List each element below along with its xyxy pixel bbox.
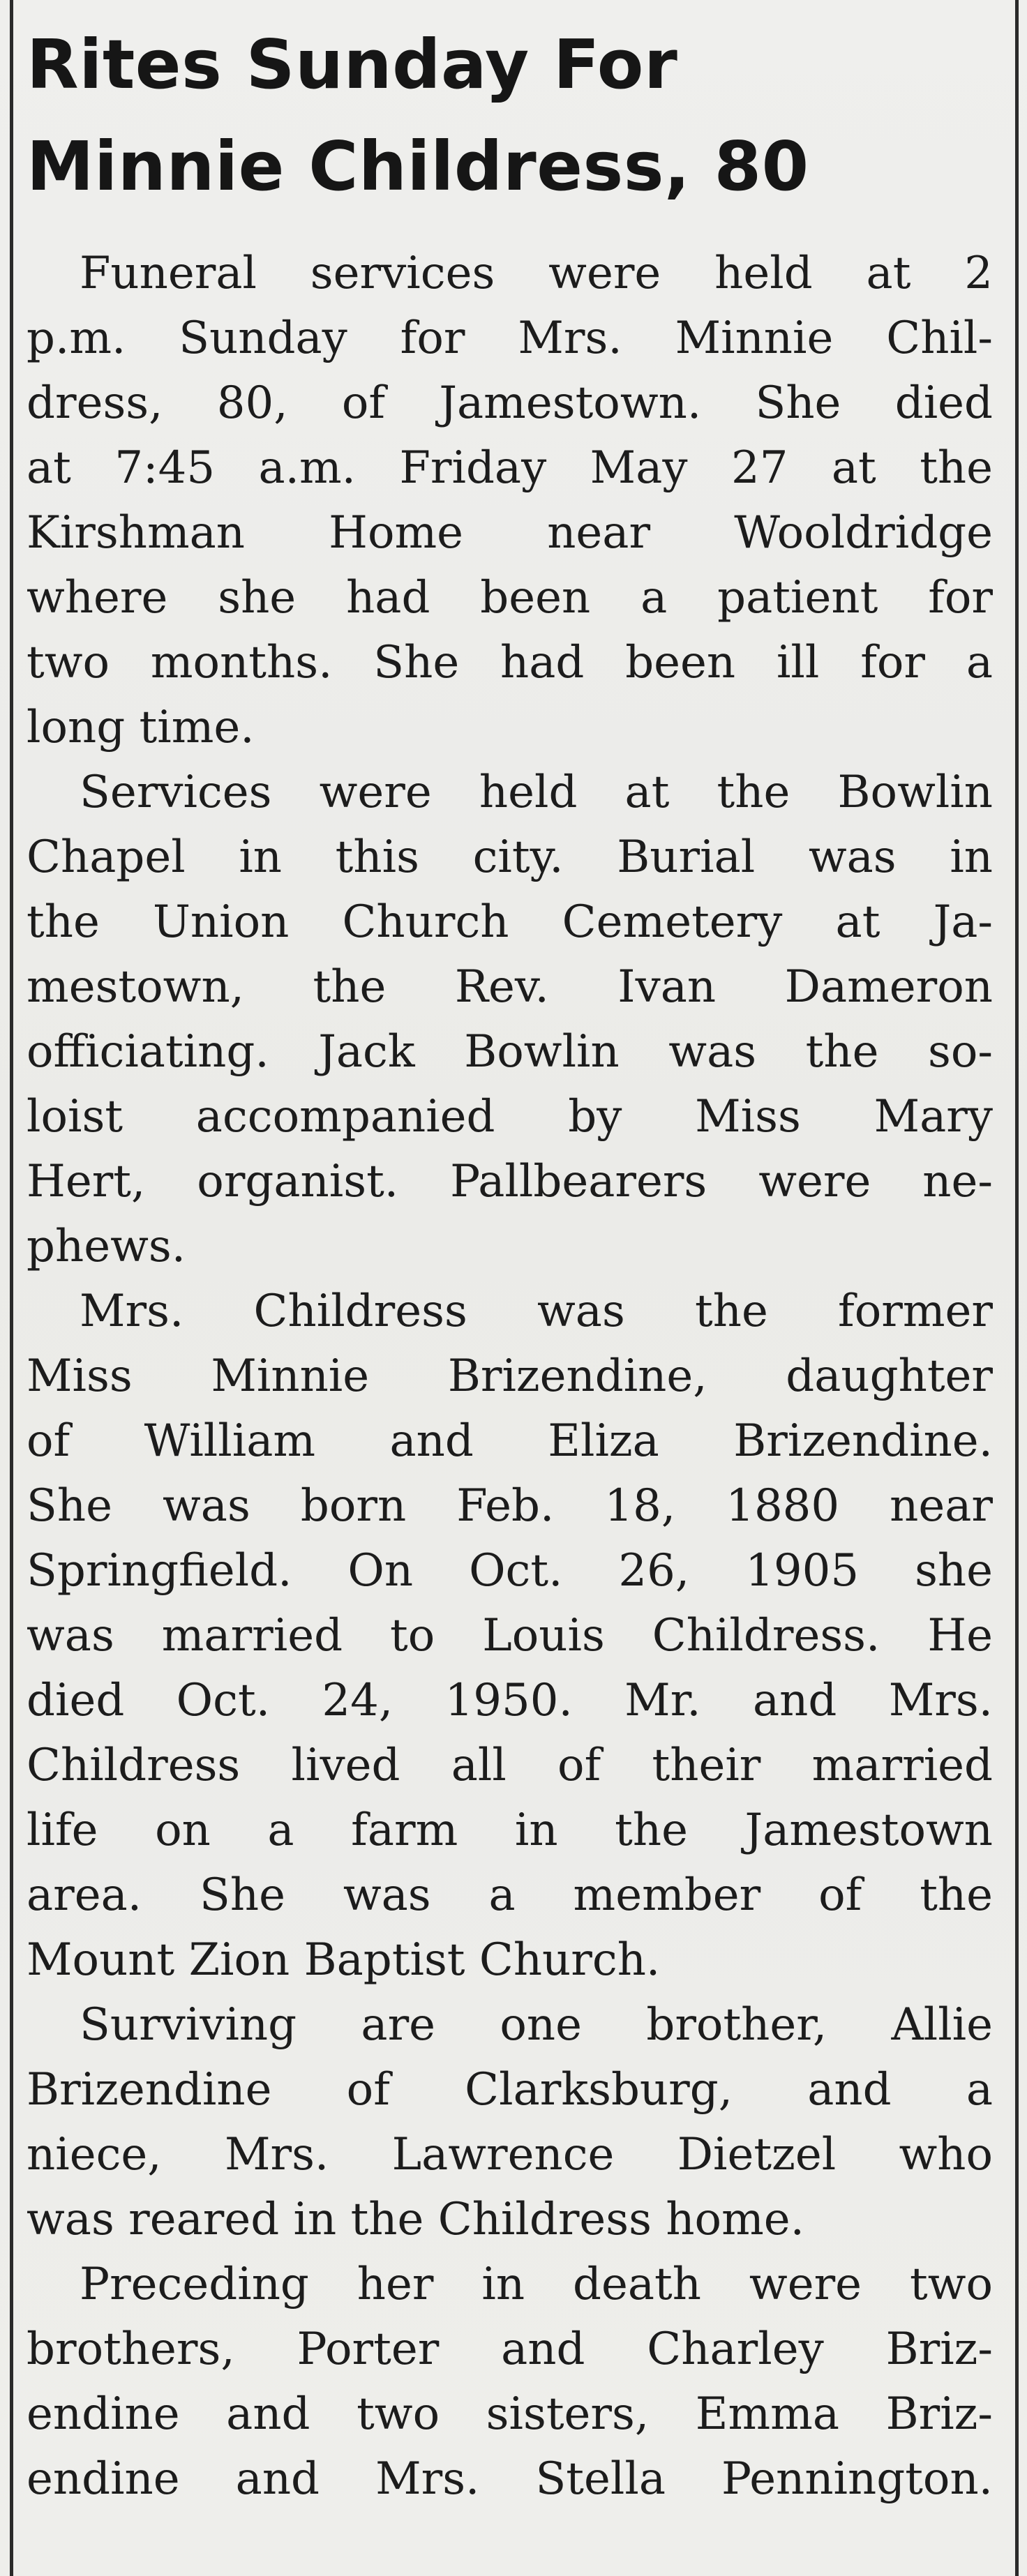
body-line: niece, Mrs. Lawrence Dietzel who bbox=[27, 2129, 993, 2180]
body-line: Miss Minnie Brizendine, daughter bbox=[27, 1350, 993, 1402]
body-line: endine and two sisters, Emma Briz- bbox=[27, 2388, 993, 2440]
body-line: endine and Mrs. Stella Pennington. bbox=[27, 2453, 993, 2505]
body-line: She was born Feb. 18, 1880 near bbox=[27, 1480, 993, 1532]
body-line: where she had been a patient for bbox=[27, 572, 993, 624]
body-line: Mount Zion Baptist Church. bbox=[27, 1934, 661, 1986]
body-line: of William and Eliza Brizendine. bbox=[27, 1415, 993, 1467]
body-line: brothers, Porter and Charley Briz- bbox=[27, 2323, 993, 2375]
body-line: two months. She had been ill for a bbox=[27, 637, 993, 688]
body-line: Childress lived all of their married bbox=[27, 1740, 993, 1791]
body-line: Services were held at the Bowlin bbox=[80, 767, 993, 818]
body-line: was married to Louis Childress. He bbox=[27, 1610, 993, 1662]
body-line: the Union Church Cemetery at Ja- bbox=[27, 896, 993, 948]
body-line: Hert, organist. Pallbearers were ne- bbox=[27, 1156, 993, 1207]
body-line: officiating. Jack Bowlin was the so- bbox=[27, 1026, 993, 1078]
body-line: was reared in the Childress home. bbox=[27, 2194, 804, 2245]
article-body bbox=[27, 241, 993, 2512]
body-line: long time. bbox=[27, 702, 255, 753]
body-line: died Oct. 24, 1950. Mr. and Mrs. bbox=[27, 1675, 993, 1726]
headline-line: Minnie Childress, 80 bbox=[27, 127, 809, 206]
body-line: Funeral services were held at 2 bbox=[80, 248, 993, 299]
body-line: life on a farm in the Jamestown bbox=[27, 1805, 993, 1856]
headline-line: Rites Sunday For bbox=[27, 25, 678, 104]
body-line: Surviving are one brother, Allie bbox=[80, 1999, 993, 2051]
body-line: Chapel in this city. Burial was in bbox=[27, 831, 993, 883]
body-line: p.m. Sunday for Mrs. Minnie Chil- bbox=[27, 312, 993, 364]
body-line: Mrs. Childress was the former bbox=[80, 1286, 993, 1337]
body-line: Springfield. On Oct. 26, 1905 she bbox=[27, 1545, 993, 1597]
body-line: mestown, the Rev. Ivan Dameron bbox=[27, 961, 993, 1013]
headline bbox=[27, 14, 993, 218]
body-line: phews. bbox=[27, 1221, 186, 1272]
body-line: Preceding her in death were two bbox=[80, 2259, 993, 2310]
body-line: Brizendine of Clarksburg, and a bbox=[27, 2064, 993, 2116]
obituary-article bbox=[27, 14, 993, 2512]
body-line: area. She was a member of the bbox=[27, 1869, 993, 1921]
left-column-rule bbox=[10, 0, 13, 2576]
body-line: at 7:45 a.m. Friday May 27 at the bbox=[27, 442, 993, 494]
body-line: loist accompanied by Miss Mary bbox=[27, 1091, 993, 1143]
right-column-rule bbox=[1015, 0, 1019, 2576]
body-line: Kirshman Home near Wooldridge bbox=[27, 507, 993, 559]
body-line: dress, 80, of Jamestown. She died bbox=[27, 377, 993, 429]
